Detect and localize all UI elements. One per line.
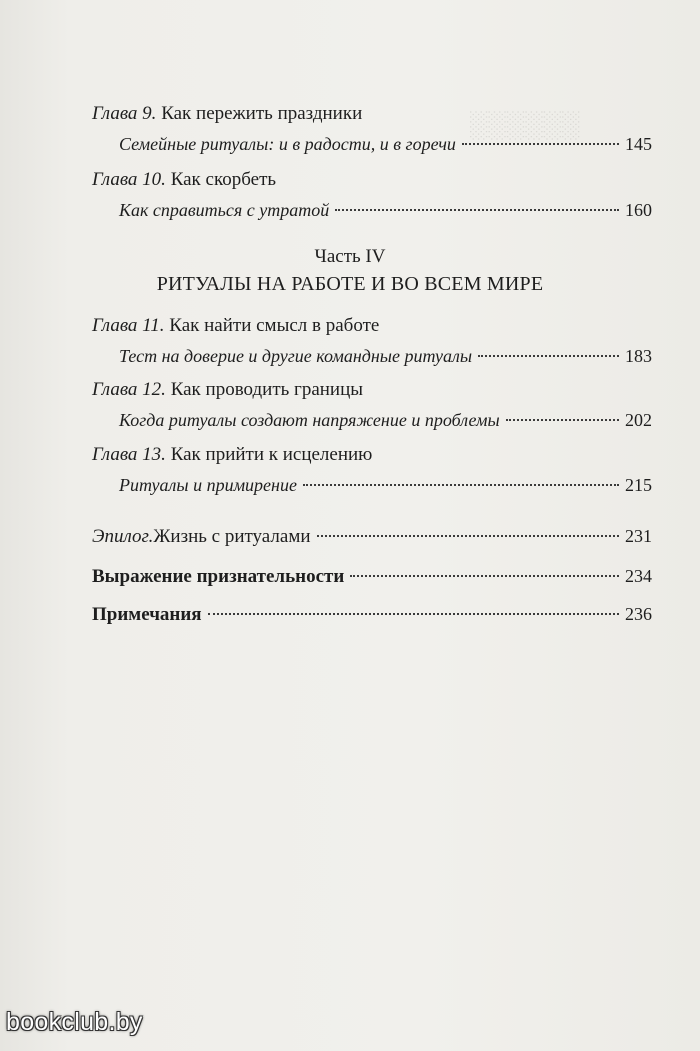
part-title: РИТУАЛЫ НА РАБОТЕ И ВО ВСЕМ МИРЕ xyxy=(156,273,544,295)
chapter-label: Глава 9. xyxy=(92,103,157,124)
bleed-through-text: ░░░░░░ xyxy=(470,110,581,139)
chapter-subtitle: Когда ритуалы создают напряжение и проблемы xyxy=(119,410,500,430)
chapter-heading xyxy=(92,378,652,402)
chapter-subtitle-line xyxy=(92,132,652,156)
chapter-title: Как прийти к исцелению xyxy=(165,444,373,465)
dot-leader xyxy=(350,575,619,577)
chapter-subtitle: Тест на доверие и другие командные ритуалы xyxy=(119,346,473,366)
toc-entry-chapter-9[interactable] xyxy=(92,102,652,156)
chapter-heading xyxy=(92,102,652,126)
epilogue-label: Эпилог. xyxy=(92,526,154,547)
chapter-subtitle: Как справиться с утратой xyxy=(119,200,330,220)
chapter-title: Как проводить границы xyxy=(165,379,364,400)
acknowledgments-title: Выражение признательности xyxy=(92,566,345,587)
toc-entry-acknowledgments[interactable] xyxy=(92,566,652,588)
chapter-title: Как пережить праздники xyxy=(156,103,363,124)
page-number: 215 xyxy=(625,475,652,495)
page-number: 236 xyxy=(625,604,652,624)
page-number: 145 xyxy=(625,134,652,154)
chapter-heading xyxy=(92,443,652,467)
chapter-heading xyxy=(92,168,652,192)
page-number: 183 xyxy=(625,346,652,366)
chapter-label: Глава 10. xyxy=(92,169,166,190)
chapter-subtitle-line xyxy=(92,473,652,497)
toc-entry-chapter-13[interactable] xyxy=(92,443,652,497)
site-watermark: bookclub.by xyxy=(6,1008,143,1036)
dot-leader xyxy=(208,613,619,615)
chapter-title: Как найти смысл в работе xyxy=(164,315,380,336)
chapter-subtitle-line xyxy=(92,344,652,368)
toc-entry-chapter-11[interactable] xyxy=(92,314,652,368)
chapter-subtitle-line xyxy=(92,408,652,432)
chapter-subtitle: Ритуалы и примирение xyxy=(119,475,297,495)
chapter-title: Как скорбеть xyxy=(165,169,277,190)
page-number: 160 xyxy=(625,200,652,220)
chapter-subtitle: Семейные ритуалы: и в радости, и в горечи xyxy=(119,134,456,154)
notes-title: Примечания xyxy=(92,604,202,625)
dot-leader xyxy=(317,535,619,537)
toc-entry-chapter-12[interactable] xyxy=(92,378,652,432)
toc-entry-notes[interactable] xyxy=(92,604,652,626)
dot-leader xyxy=(335,209,619,211)
chapter-subtitle-line xyxy=(92,198,652,222)
page-number: 231 xyxy=(625,526,652,546)
chapter-heading xyxy=(92,314,652,338)
part-number: Часть IV xyxy=(314,246,386,267)
toc-entry-chapter-10[interactable] xyxy=(92,168,652,222)
chapter-label: Глава 12. xyxy=(92,379,166,400)
page-number: 234 xyxy=(625,566,652,586)
dot-leader xyxy=(303,484,619,486)
page-number: 202 xyxy=(625,410,652,430)
chapter-label: Глава 13. xyxy=(92,444,166,465)
dot-leader xyxy=(462,143,619,145)
dot-leader xyxy=(506,419,619,421)
toc-entry-epilogue[interactable] xyxy=(92,526,652,548)
epilogue-title: Жизнь с ритуалами xyxy=(153,526,311,547)
dot-leader xyxy=(478,355,619,357)
chapter-label: Глава 11. xyxy=(92,315,165,336)
